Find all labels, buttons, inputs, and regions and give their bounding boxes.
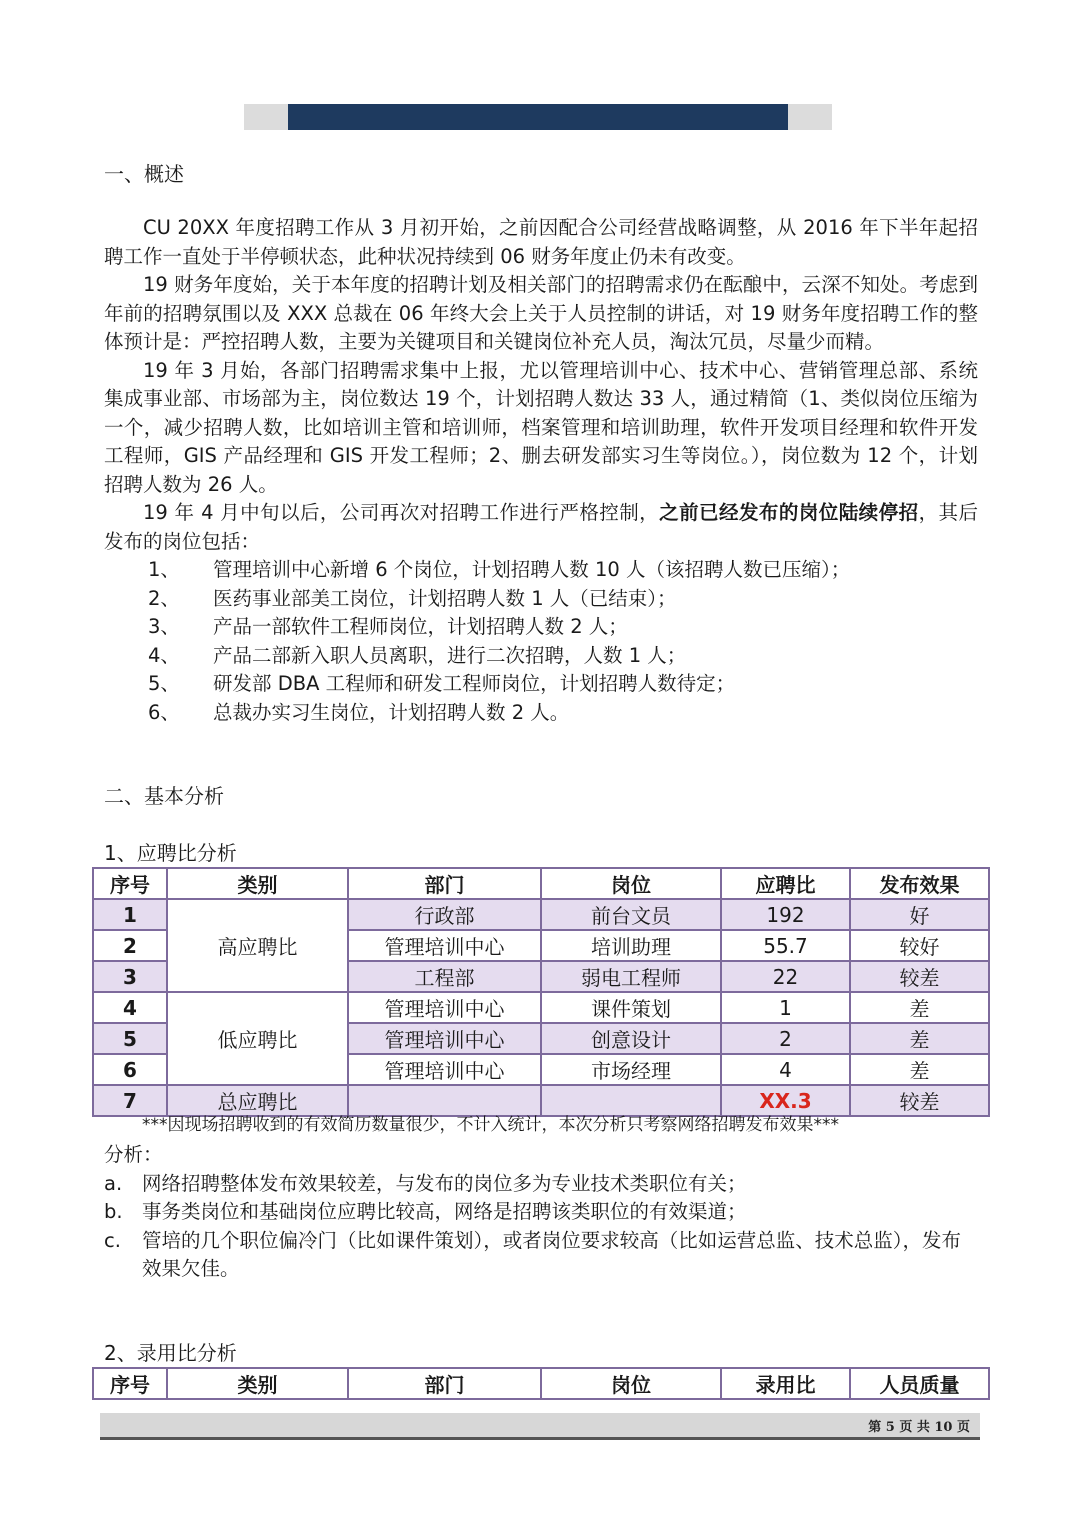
table-note: ***因现场招聘收到的有效简历数量很少，不计入统计，本次分析只考察网络招聘发布效果*** bbox=[142, 1115, 839, 1135]
col-header: 岗位 bbox=[541, 868, 721, 899]
table-row: 6 管理培训中心 市场经理 4 差 bbox=[93, 1054, 989, 1085]
analysis-label: 分析： bbox=[104, 1143, 163, 1166]
table-row: 2 管理培训中心 培训助理 55.7 较好 bbox=[93, 930, 989, 961]
overview-body bbox=[104, 214, 978, 727]
list-item: 2、 医药事业部美工岗位，计划招聘人数 1 人（已结束）； bbox=[148, 586, 677, 610]
subsection-hire-ratio: 2、录用比分析 bbox=[104, 1341, 237, 1365]
list-item: 5、 研发部 DBA 工程师和研发工程师岗位，计划招聘人数待定； bbox=[148, 672, 736, 695]
total-label: 总应聘比 bbox=[167, 1085, 348, 1116]
hire-ratio-table bbox=[92, 1367, 990, 1400]
overview-para-1: CU 20XX 年度招聘工作从 3 月初开始，之前因配合公司经营战略调整，从 2016 年下半年起招聘工作一直处于半停顿状态，此种状况持续到 06 财务年度止仍未有改变。 bbox=[104, 216, 978, 268]
col-header: 岗位 bbox=[541, 1368, 721, 1399]
list-item: 1、 管理培训中心新增 6 个岗位，计划招聘人数 10 人（该招聘人数已压缩）； bbox=[148, 558, 851, 581]
table-total-row: 7 总应聘比 XX.3 较差 bbox=[93, 1085, 989, 1116]
analysis-list bbox=[104, 1170, 978, 1284]
list-item: a. 网络招聘整体发布效果较差，与发布的岗位多为专业技术类职位有关； bbox=[104, 1171, 747, 1195]
col-header: 部门 bbox=[348, 1368, 541, 1399]
overview-para-4: 19 年 4 月中旬以后，公司再次对招聘工作进行严格控制，之前已经发布的岗位陆续停招，其后发布的岗位包括： bbox=[104, 501, 978, 553]
analysis-block bbox=[104, 1141, 978, 1284]
list-item: 4、 产品二部新入职人员离职，进行二次招聘，人数 1 人； bbox=[148, 643, 687, 667]
list-item: c. 管培的几个职位偏冷门（比如课件策划），或者岗位要求较高（比如运营总监、技术总监），发布效果欠佳。 bbox=[104, 1228, 962, 1280]
col-header: 类别 bbox=[167, 1368, 348, 1399]
category-low: 低应聘比 bbox=[167, 992, 348, 1085]
overview-para-2: 19 财务年度始，关于本年度的招聘计划及相关部门的招聘需求仍在酝酿中，云深不知处。考虑到年前的招聘氛围以及 XXX 总裁在 06 年终大会上关于人员控制的讲话，对 19 财务年度招聘工作的整体预计是：严控招聘人数，主要为关键项目和关键岗位补充人员，淘汰冗员，尽量少而精。 bbox=[104, 273, 978, 353]
table-row: 3 工程部 弱电工程师 22 较差 bbox=[93, 961, 989, 992]
list-item: b. 事务类岗位和基础岗位应聘比较高，网络是招聘该类职位的有效渠道； bbox=[104, 1200, 747, 1223]
header-bar bbox=[288, 104, 788, 130]
total-ratio: XX.3 bbox=[721, 1085, 850, 1116]
application-ratio-table bbox=[92, 867, 990, 1117]
table-row: 5 管理培训中心 创意设计 2 差 bbox=[93, 1023, 989, 1054]
col-header: 应聘比 bbox=[721, 868, 850, 899]
table-header-row bbox=[93, 868, 989, 899]
col-header: 序号 bbox=[93, 868, 167, 899]
emphasis-text: 之前已经发布的岗位陆续停招 bbox=[659, 501, 919, 524]
col-header: 类别 bbox=[167, 868, 348, 899]
col-header: 序号 bbox=[93, 1368, 167, 1399]
col-header: 人员质量 bbox=[850, 1368, 989, 1399]
footer-bar bbox=[100, 1413, 980, 1440]
table-row: 1 高应聘比 行政部 前台文员 192 好 bbox=[93, 899, 989, 930]
section2-title: 二、基本分析 bbox=[104, 784, 224, 808]
posting-list bbox=[104, 556, 978, 727]
page-number: 第 5 页 共 10 页 bbox=[868, 1420, 970, 1435]
table-header-row bbox=[93, 1368, 989, 1399]
list-item: 3、 产品一部软件工程师岗位，计划招聘人数 2 人； bbox=[148, 615, 628, 638]
list-item: 6、 总裁办实习生岗位，计划招聘人数 2 人。 bbox=[148, 700, 570, 724]
col-header: 部门 bbox=[348, 868, 541, 899]
category-high: 高应聘比 bbox=[167, 899, 348, 992]
col-header: 发布效果 bbox=[850, 868, 989, 899]
col-header: 录用比 bbox=[721, 1368, 850, 1399]
table-row: 4 低应聘比 管理培训中心 课件策划 1 差 bbox=[93, 992, 989, 1023]
subsection-application-ratio: 1、应聘比分析 bbox=[104, 841, 237, 865]
section1-title: 一、概述 bbox=[104, 162, 184, 186]
overview-para-3: 19 年 3 月始，各部门招聘需求集中上报，尤以管理培训中心、技术中心、营销管理总部、系统集成事业部、市场部为主，岗位数达 19 个，计划招聘人数达 33 人，通过精简（1、类似岗位压缩为一个，减少招聘人数，比如培训主管和培训师，档案管理和培训助理，软件开发项目经理和软件开发工程师，GIS 产品经理和 GIS 开发工程师；2、删去研发部实习生等岗位。），岗位数为 12 个，计划招聘人数为 26 人。 bbox=[104, 358, 978, 496]
